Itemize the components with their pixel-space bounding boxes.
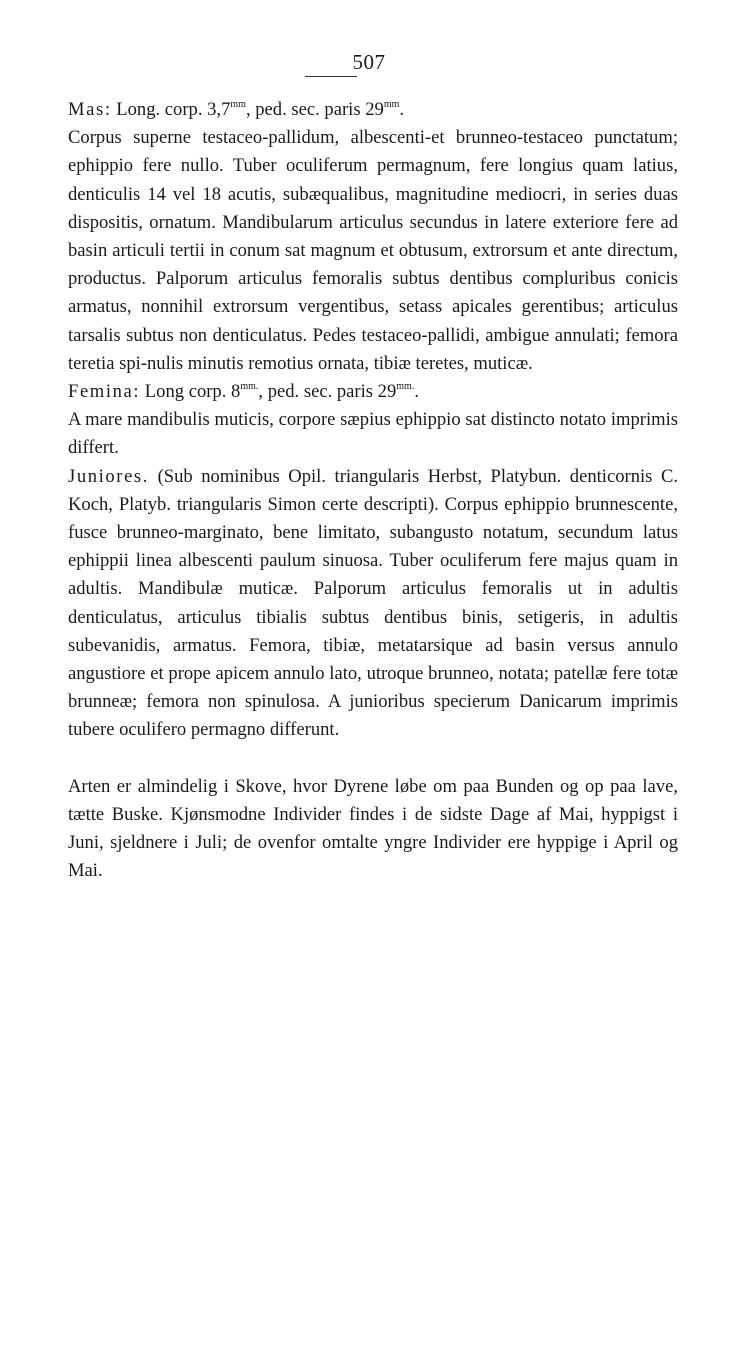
- femina-measure-a: Long corp. 8: [144, 381, 241, 403]
- juniores-description: (Sub nominibus Opil. triangularis Herbst, Platybun. denticornis C. Koch, Platyb. triangularis Simon certe descripti). Corpus ephippio brunnescente, fusce brunneo-marginato, bene limitato, subangusto notatum, secundum latus ephippii linea albescenti paulum sinuosa. Tuber oculiferum fere majus quam in adultis. Mandibulæ muticæ. Palporum articulus femoralis ut in adultis denticulatus, articulus tibialis subtus dentibus binis, setigeris, in adultis subevanidis, armatus. Femora, tibiæ, metatarsique ad basin versus annulo angustiore et prope apicem annulo lato, utroque brunneo, notata; patellæ fere totæ brunneæ; femora non spinulosa. A junioribus specierum Danicarum imprimis tubere oculifero permagno differunt.: [68, 465, 679, 741]
- page-number: 507: [352, 50, 386, 74]
- mas-end: .: [399, 99, 405, 120]
- mas-measure-b: , ped. sec. paris 29: [245, 99, 384, 120]
- body-text: [68, 96, 678, 885]
- femina-unit-a: mm.: [240, 381, 259, 393]
- juniores-paragraph: [68, 463, 678, 745]
- danish-paragraph: Arten er almindelig i Skove, hvor Dyrene løbe om paa Bunden og op paa lave, tætte Buske. Kjønsmodne Individer findes i de sidste Dage af Mai, hyppigst i Juni, sjeldnere i Juli; de ovenfor omtalte yngre Individer ere hyppige i April og Mai.: [68, 775, 678, 882]
- femina-end: .: [414, 381, 419, 403]
- mas-description: Corpus superne testaceo-pallidum, albescenti-et brunneo-testaceo punctatum; ephippio fere nullo. Tuber oculiferum permagnum, fere longius quam latius, denticulis 14 vel 18 acutis, subæqualibus, magnitudine mediocri, in series duas dispositis, ornatum. Mandibularum articulus secundus in latere exteriore fere ad basin articuli tertii in conum sat magnum et obtusum, extrorsum et ante directum, productus. Palporum articulus femoralis subtus dentibus compluribus conicis armatus, nonnihil extrorsum vergentibus, setass apicales gerentibus; articulus tarsalis subtus non denticulatus. Pedes testaceo-pallidi, ambigue annulati; femora teretia spi-nulis minutis remotius ornata, tibiæ teretes, muticæ.: [68, 127, 678, 374]
- page-number-rule: [305, 76, 357, 77]
- mas-unit-a: mm: [230, 99, 246, 110]
- mas-heading-line: [68, 96, 678, 124]
- femina-heading-line: [68, 378, 678, 406]
- femina-measure-b: , ped. sec. paris 29: [258, 381, 397, 403]
- mas-label: Mas:: [68, 99, 112, 120]
- juniores-label: Juniores.: [68, 465, 150, 487]
- mas-measure-a: Long. corp. 3,7: [116, 99, 231, 120]
- femina-label: Femina:: [68, 381, 141, 403]
- femina-description: A mare mandibulis muticis, corpore sæpius ephippio sat distincto notato imprimis differt.: [68, 409, 678, 459]
- femina-unit-b: mm.: [396, 381, 415, 393]
- mas-unit-b: mm: [383, 99, 400, 110]
- paragraph-gap: [68, 745, 678, 773]
